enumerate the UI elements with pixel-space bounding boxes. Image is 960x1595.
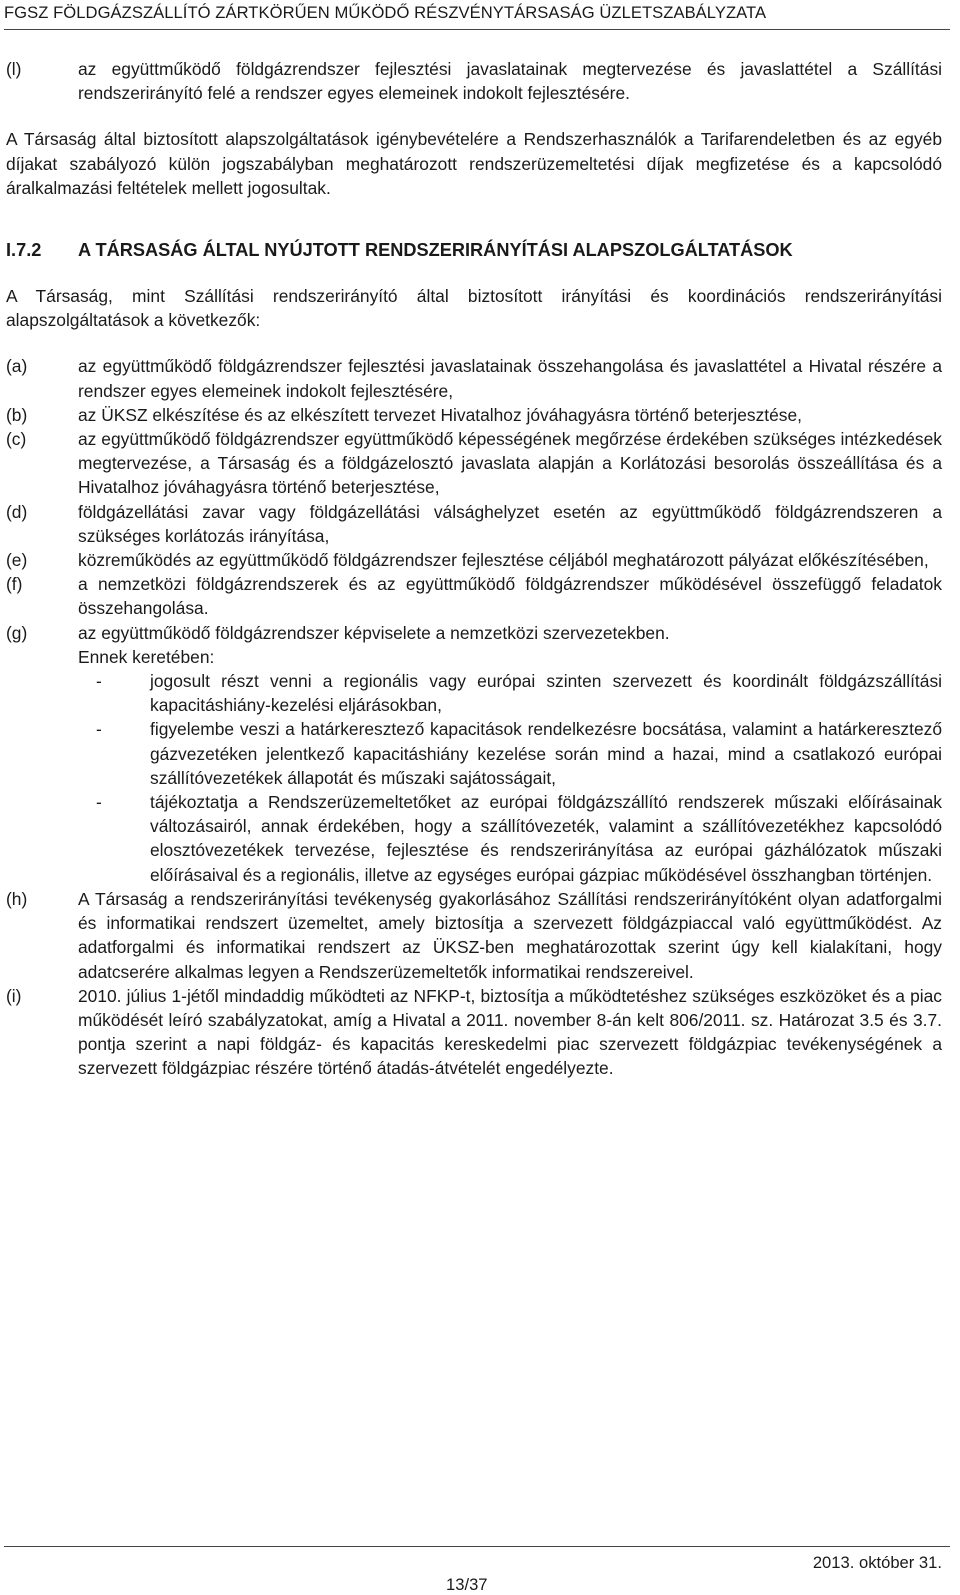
item-label: (e) xyxy=(6,550,28,571)
footer-divider xyxy=(4,1546,950,1547)
list-item-e xyxy=(6,548,942,572)
item-text: az együttműködő földgázrendszer fejlesztési javaslatainak összehangolása és javaslattétel a Hivatal részére a rendszer egyes elemeinek indokolt fejlesztésére, xyxy=(78,356,942,401)
item-label: (d) xyxy=(6,501,28,522)
footer-date: 2013. október 31. xyxy=(812,1553,942,1572)
page-number: 13/37 xyxy=(446,1575,488,1594)
list-item-h xyxy=(6,887,942,984)
services-list xyxy=(6,354,942,1080)
item-text: az együttműködő földgázrendszer fejlesztési javaslatainak megtervezése és javaslattétel a Szállítási rendszerirányító felé a rendszer egyes elemeinek indokolt fejlesztésére. xyxy=(78,59,942,104)
list-item-l xyxy=(6,57,942,105)
dash-text: tájékoztatja a Rendszerüzemeltetőket az európai földgázszállító rendszerek műszaki előírásainak változásairól, annak érdekében, hogy a szállítóvezeték, valamint a szállítóvezetékhez kapcsolódó elosztóvezetékek tervezése, fejlesztése és rendszerirányítása az európai gázhálózatok műszaki előírásaival és a regionális, illetve az egységes európai gázpiac működésével összhangban történjen. xyxy=(150,792,942,885)
item-text: az együttműködő földgázrendszer együttműködő képességének megőrzése érdekében szükséges intézkedések megtervezése, a Társaság és a földgázelosztó javaslata alapján a Korlátozási besorolás összeállítása és a Hivatalhoz jóváhagyásra történő beterjesztése, xyxy=(78,429,942,498)
dash-marker: - xyxy=(96,671,102,692)
item-text: az ÜKSZ elkészítése és az elkészített tervezet Hivatalhoz jóváhagyásra történő beterjesztése, xyxy=(78,404,802,425)
dash-text: figyelembe veszi a határkeresztező kapacitások rendelkezésre bocsátása, valamint a határkeresztező gázvezetéken jelentkező kapacitáshiány kezelése során mind a hazai, mind a csatlakozó európai szállítóvezetékek állapotát és műszaki sajátosságait, xyxy=(150,719,942,788)
item-label: (l) xyxy=(6,59,22,79)
list-item-d xyxy=(6,500,942,548)
item-text: földgázellátási zavar vagy földgázellátási válsághelyzet esetén az együttműködő földgázrendszeren a szükséges korlátozás irányítása, xyxy=(78,501,942,546)
dash-item xyxy=(6,717,942,790)
item-label: (a) xyxy=(6,356,28,377)
sublist-intro: Ennek keretében: xyxy=(78,646,215,667)
list-item-g xyxy=(6,621,942,645)
item-label: (g) xyxy=(6,622,28,643)
dash-marker: - xyxy=(96,792,102,813)
list-item-a xyxy=(6,354,942,402)
dash-item xyxy=(6,669,942,717)
item-label: (i) xyxy=(6,985,22,1006)
section-intro: A Társaság, mint Szállítási rendszerirányító által biztosított irányítási és koordinációs rendszerirányítási alapszolgáltatások a következők: xyxy=(6,286,942,331)
item-label: (h) xyxy=(6,888,28,909)
dash-marker: - xyxy=(96,719,102,740)
header-divider xyxy=(4,29,950,30)
list-item-b xyxy=(6,403,942,427)
section-number: I.7.2 xyxy=(6,240,42,261)
page-content xyxy=(6,57,942,1081)
document-header: FGSZ FÖLDGÁZSZÁLLÍTÓ ZÁRTKÖRŰEN MŰKÖDŐ RÉSZVÉNYTÁRSASÁG ÜZLETSZABÁLYZATA xyxy=(4,3,767,22)
dash-item xyxy=(6,790,942,887)
item-text: az együttműködő földgázrendszer képviselete a nemzetközi szervezetekben. xyxy=(78,622,670,643)
item-label: (f) xyxy=(6,574,23,595)
item-label: (b) xyxy=(6,404,28,425)
item-text: A Társaság a rendszerirányítási tevékenység gyakorlásához Szállítási rendszerirányítóként olyan adatforgalmi és informatikai rendszert üzemeltet, amely biztosítja a szervezett földgázpiaccal való együttműködést. Az adatforgalmi és informatikai rendszert az ÜKSZ-ben meghatározottak szerint úgy kell kialakítani, hogy adatcserére alkalmas legyen a Rendszerüzemeltetők informatikai rendszereivel. xyxy=(78,888,942,982)
list-item-f xyxy=(6,572,942,620)
body-paragraph: A Társaság által biztosított alapszolgáltatások igénybevételére a Rendszerhasználók a Tarifarendeletben és az egyéb díjakat szabályozó külön jogszabályban meghatározott rendszerüzemeltetési díjak megfizetése és a kapcsolódó áralkalmazási feltételek mellett jogosultak. xyxy=(6,129,942,198)
g-sublist xyxy=(78,645,942,669)
item-text: 2010. július 1-jétől mindaddig működteti az NFKP-t, biztosítja a működtetéshez szükséges eszközöket és a piac működését leíró szabályzatokat, amíg a Hivatal a 2011. november 8-án kelt 806/2011. sz. Határozat 3.5 és 3.7. pontja szerint a napi földgáz- és kapacitás kereskedelmi piac szervezett földgázpiac tevékenységének a szervezett földgázpiac részére történő átadás-átvételét engedélyezte. xyxy=(78,985,942,1079)
section-heading xyxy=(6,238,942,263)
list-item-c xyxy=(6,427,942,500)
item-label: (c) xyxy=(6,429,27,450)
section-title: A TÁRSASÁG ÁLTAL NYÚJTOTT RENDSZERIRÁNYÍTÁSI ALAPSZOLGÁLTATÁSOK xyxy=(78,240,793,261)
item-text: a nemzetközi földgázrendszerek és az együttműködő földgázrendszer működésével összefüggő feladatok összehangolása. xyxy=(78,574,942,619)
dash-text: jogosult részt venni a regionális vagy európai szinten szervezett és koordinált földgázszállítási kapacitáshiány-kezelési eljárásokban, xyxy=(150,671,942,716)
list-item-i xyxy=(6,984,942,1081)
item-text: közreműködés az együttműködő földgázrendszer fejlesztése céljából meghatározott pályázat előkészítésében, xyxy=(78,550,929,571)
